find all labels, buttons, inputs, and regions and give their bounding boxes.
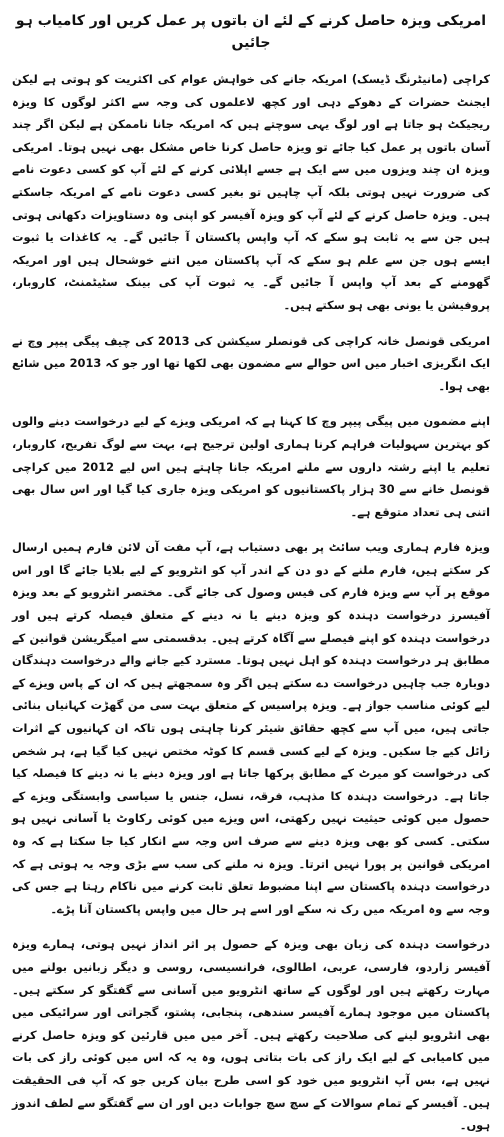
article-paragraph: امریکی قونصل خانہ کراچی کی قونصلر سیکشن کی 2013 کی چیف پیگی پیپر وچ نے ایک انگریزی اخبار میں اس حوالے سے مضمون بھی لکھا تھا اور جو کہ 2013 میں شائع بھی ہوا۔ <box>12 333 490 393</box>
article-paragraph: کراچی (مانیٹرنگ ڈیسک) امریکہ جانے کی خواہش عوام کی اکثریت کو ہوتی ہے لیکن ایجنٹ حضرات کے دھوکے دہی اور کچھ لاعلموں کی وجہ سے اکثر لوگوں کا ویزہ ریجیکٹ ہو جاتا ہے اور لوگ یہی سوچتے ہیں کہ امریکہ جانا ناممکن ہے لیکن اگر چند آسان باتوں پر عمل کیا جائے تو ویزہ حاصل کرنا خاص مشکل بھی نہیں ہوتا۔ امریکی ویزہ ان چند ویزوں میں سے ایک ہے جسے اپلائی کرنے کے لئے آپ کو کسی دعوت نامے کی ضرورت نہیں ہوتی بلکہ آپ چاہیں تو بغیر کسی دعوت نامے کے امریکہ جاسکتے ہیں۔ ویزہ حاصل کرنے کے لئے آپ کو ویزہ آفیسر کو اپنی وہ دستاویزات دکھانی ہوتی ہیں جن سے یہ ثابت ہو سکے کہ آپ واپس پاکستان آ جائیں گے۔ یہ کاغذات یا ثبوت ایسے ہوں جن سے علم ہو سکے کہ آپ پاکستان میں اتنے خوشحال ہیں اور امریکہ گھومنے کے بعد آپ واپس آ جائیں گے۔ یہ ثبوت آپ کی بینک سٹیٹمنٹ، کاروبار، پروفیشن یا یونی بھی ہو سکتے ہیں۔ <box>12 72 490 312</box>
article-title: امریکی ویزہ حاصل کرنے کے لئے ان باتوں پر عمل کریں اور کامیاب ہو جائیں <box>15 13 487 51</box>
article-paragraph: اپنے مضمون میں پیگی پیپر وچ کا کہنا ہے کہ امریکی ویزے کے لیے درخواست دینے والوں کو بہترین سہولیات فراہم کرنا ہماری اولین ترجیح ہے، بہت سے لوگ تفریح، کاروبار، تعلیم یا اپنے رشتہ داروں سے ملنے امریکہ جانا چاہتے ہیں اس لیے 2012 میں کراچی قونصل خانے سے 30 ہزار پاکستانیوں کو امریکی ویزہ جاری کیا گیا اور اس سال بھی اتنی ہی تعداد متوقع ہے۔ <box>12 414 491 519</box>
article-paragraph: ویزہ فارم ہماری ویب سائٹ پر بھی دستیاب ہے، آپ مفت آن لائن فارم ہمیں ارسال کر سکتے ہیں، فارم ملنے کے دو دن کے اندر آپ کو انٹرویو کے لیے بلایا جائے گا اور اس موقع پر آپ سے ویزہ فارم کی فیس وصول کی جائے گی۔ مختصر انٹرویو کے بعد ویزہ آفیسرز درخواست دہندہ کو ویزہ دینے یا نہ دینے کے متعلق فیصلہ کرتے ہیں اور درخواست دہندہ کو اپنے فیصلے سے آگاہ کرتے ہیں۔ بدقسمتی سے امیگریشن قوانین کے مطابق ہر درخواست دہندہ کو اہل نہیں ہوتا۔ مسترد کیے جانے والے درخواست دہندگان دوبارہ جب چاہیں درخواست دے سکتے ہیں اگر وہ سمجھتے ہیں کہ ان کے پاس ویزے کے لیے کوئی مناسب جواز ہے۔ ویزہ پراسیس کے متعلق بہت سی من گھڑت کہانیاں بنائی جاتی ہیں، میں آپ سے کچھ حقائق شیئر کرنا چاہتی ہوں تاکہ ان کہانیوں کے اثرات زائل کیے جا سکیں۔ ویزہ کے لیے کسی قسم کا کوٹہ مختص نہیں کیا گیا ہے، ہر شخص کی درخواست کو میرٹ کے مطابق پرکھا جاتا ہے اور ویزہ دینے یا نہ دینے کا فیصلہ کیا جاتا ہے۔ درخواست دہندہ کا مذہب، فرقہ، نسل، جنس یا سیاسی وابستگی ویزے کے حصول میں کوئی حیثیت نہیں رکھتی، اس ویزے میں کوئی رکاوٹ یا آسانی نہیں ہو سکتی۔ کسی کو بھی ویزہ دینے سے صرف اس وجہ سے انکار کیا جا سکتا ہے کہ وہ امریکی قوانین پر پورا نہیں اترتا۔ ویزہ نہ ملنے کی سب سے بڑی وجہ یہ ہوتی ہے کہ درخواست دہندہ پاکستان سے اپنا مضبوط تعلق ثابت کرنے میں ناکام رہتا ہے جس کی وجہ سے وہ امریکہ میں رک نہ سکے اور اسے ہر حال میں واپس پاکستان آنا پڑے۔ <box>12 540 490 916</box>
article-paragraph: درخواست دہندہ کی زبان بھی ویزہ کے حصول پر اثر انداز نہیں ہوتی، ہمارے ویزہ آفیسر زاردو، فارسی، عربی، اطالوی، فرانسیسی، روسی و دیگر زبانیں بولنے میں مہارت رکھتے ہیں اور لوگوں کے ساتھ انٹرویو میں آسانی سے گفتگو کر سکتے ہیں۔ پاکستان میں موجود ہمارے آفیسر سندھی، پنجابی، پشتو، گجراتی اور سرائیکی میں بھی انٹرویو لینے کی صلاحیت رکھتے ہیں۔ آخر میں میں قارئین کو ویزہ حاصل کرنے میں کامیابی کے لیے ایک راز کی بات بتاتی ہوں، وہ یہ کہ اس میں کوئی راز کی بات نہیں ہے، بس آپ انٹرویو میں خود کو اسی طرح بیان کریں جو کہ آپ فی الحقیقت ہیں۔ آفیسر کے تمام سوالات کے سچ سچ جوابات دیں اور ان سے گفتگو سے لطف اندوز ہوں۔ <box>12 937 490 1133</box>
